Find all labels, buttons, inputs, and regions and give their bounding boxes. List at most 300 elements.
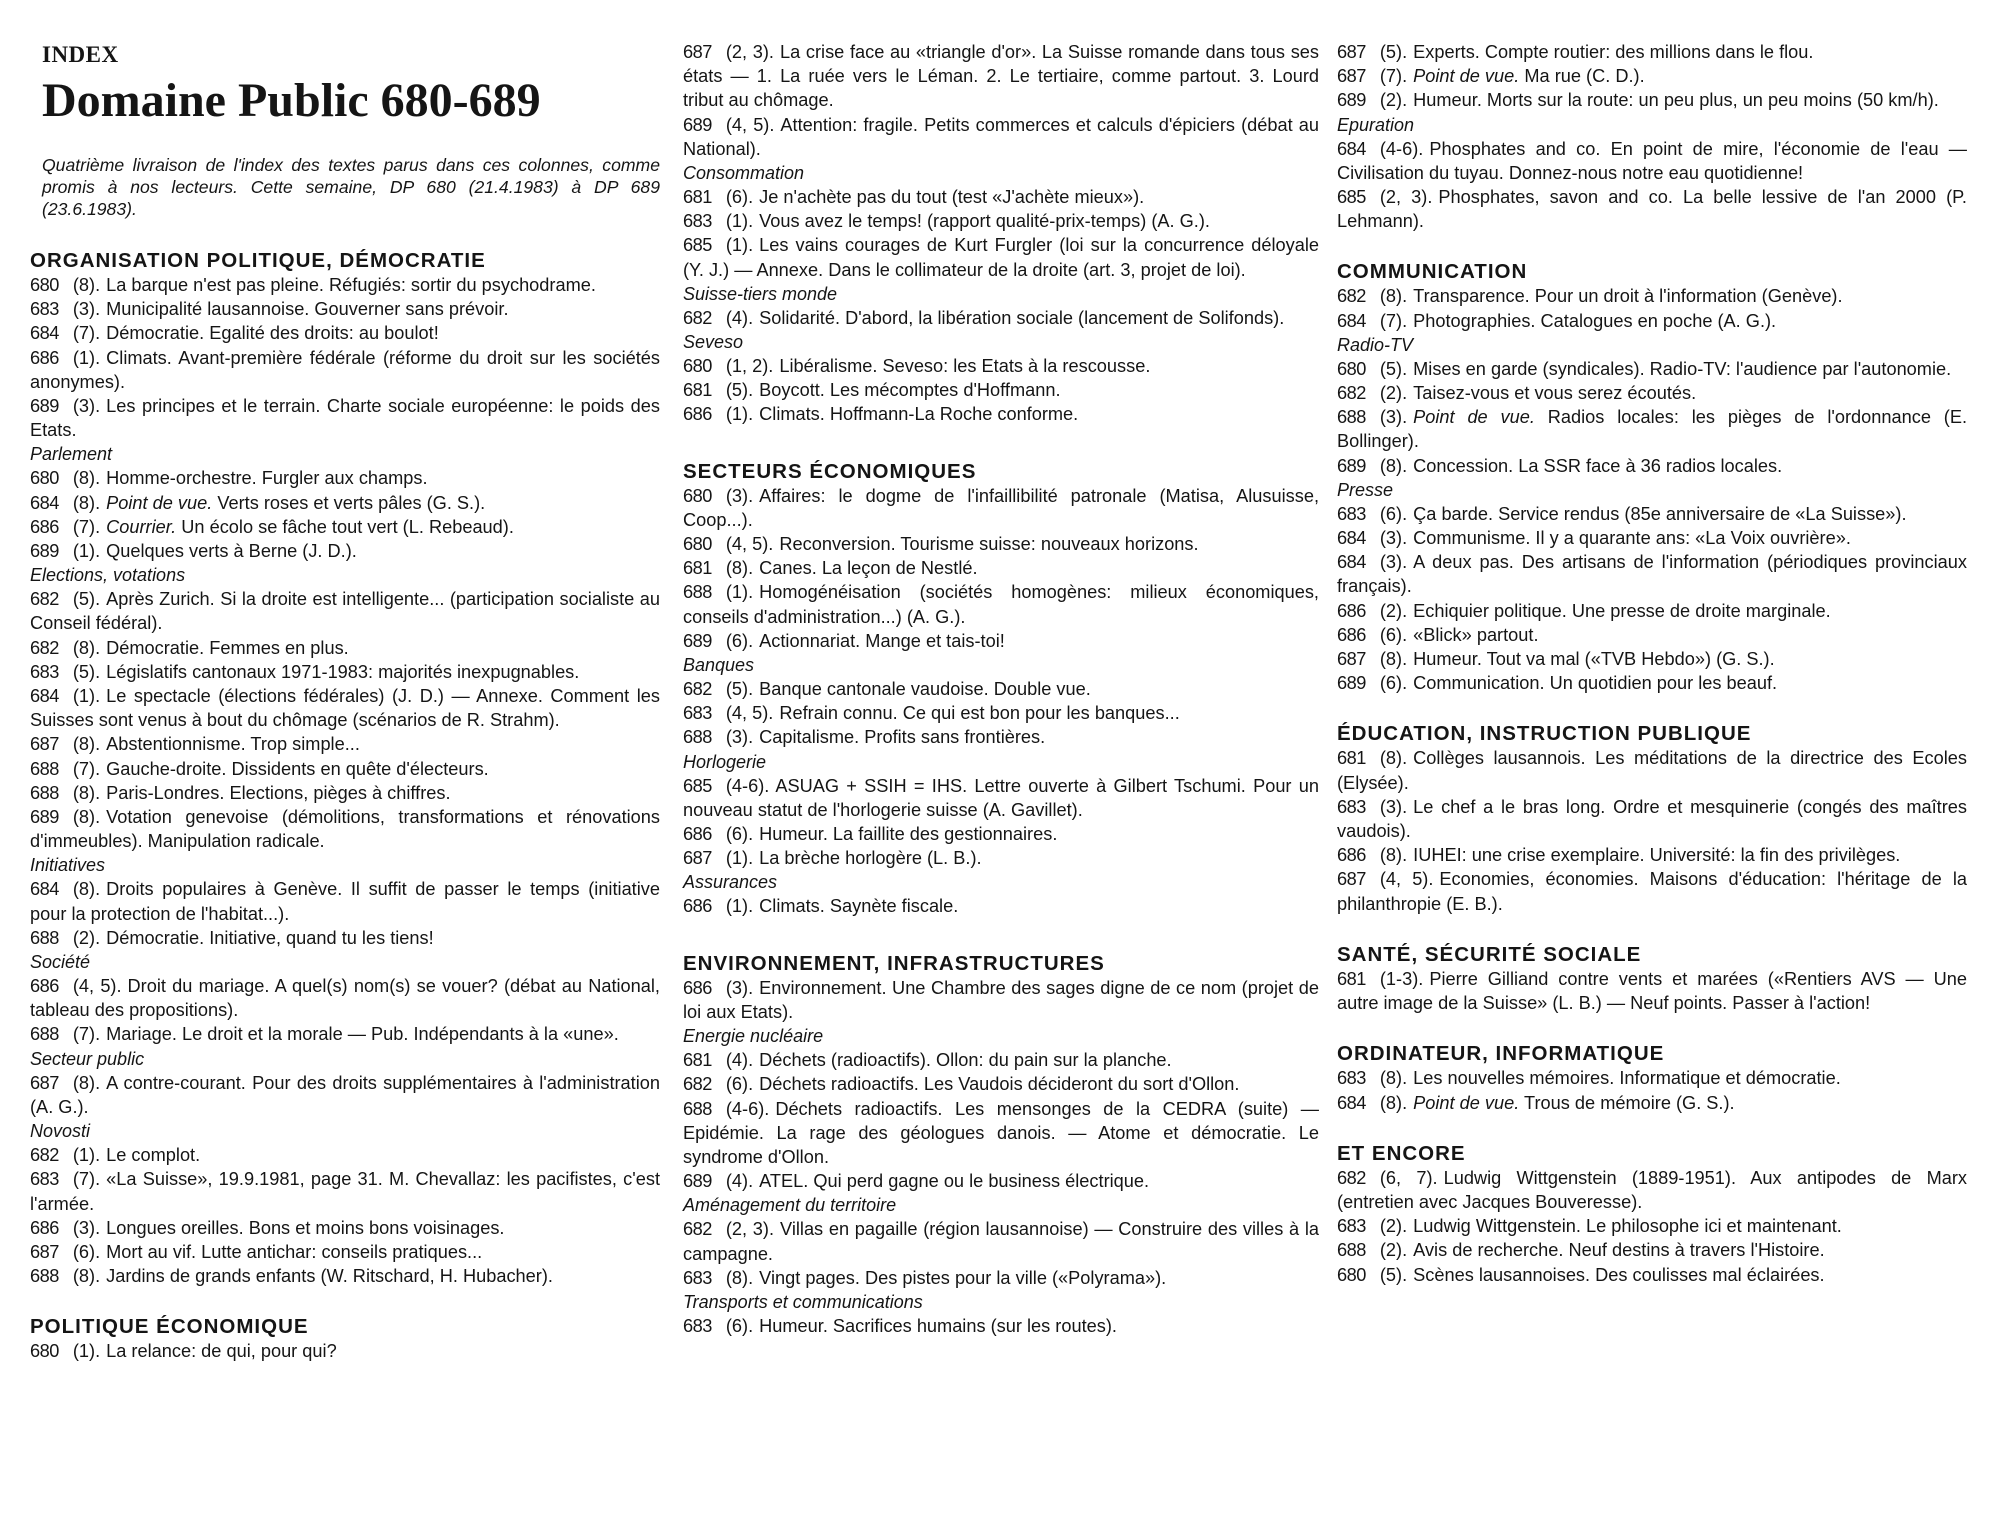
section-et-encore (1337, 1141, 1967, 1287)
issue-number: 686 (30, 1217, 59, 1238)
page-reference: (3). (1379, 528, 1408, 549)
entry-text: Droits populaires à Genève. Il suffit de passer le temps (initiative pour la protection de l'habitat...). (30, 879, 660, 924)
issue-number: 684 (30, 686, 59, 707)
page-reference: (3). (1379, 407, 1408, 428)
page-reference: (1). (72, 1341, 101, 1362)
index-entry (30, 321, 660, 345)
issue-number: 680 (1337, 1264, 1366, 1285)
issue-number: 689 (1337, 455, 1366, 476)
index-entry (683, 629, 1319, 653)
page-reference: (5). (725, 679, 754, 700)
index-entry (683, 378, 1319, 402)
index-entry (1337, 746, 1967, 794)
entry-text: Ça barde. Service rendus (85e anniversaire de «La Suisse»). (1413, 503, 1907, 524)
issue-number: 683 (683, 1315, 712, 1336)
entry-text: Homme-orchestre. Furgler aux champs. (106, 468, 428, 489)
page-reference: (2, 3). (725, 1219, 775, 1240)
index-entry (1337, 1066, 1967, 1090)
issue-number: 687 (1337, 869, 1366, 890)
entry-text: Législatifs cantonaux 1971-1983: majorités inexpugnables. (106, 661, 580, 682)
index-entry (683, 209, 1319, 233)
page-reference: (2). (1379, 1216, 1408, 1237)
issue-number: 680 (1337, 358, 1366, 379)
entry-text: Phosphates and co. En point de mire, l'économie de l'eau — Civilisation du tuyau. Donnez-nous notre eau quotidienne! (1337, 138, 1967, 183)
entry-text: Ludwig Wittgenstein (1889-1951). Aux antipodes de Marx (entretien avec Jacques Bouveresse). (1337, 1167, 1967, 1212)
entry-text: Photographies. Catalogues en poche (A. G.). (1413, 310, 1777, 331)
issue-number: 681 (683, 380, 712, 401)
entry-text: Boycott. Les mécomptes d'Hoffmann. (759, 380, 1061, 401)
entry-text: Humeur. La faillite des gestionnaires. (759, 824, 1058, 845)
index-entry (30, 539, 660, 563)
page-reference: (3). (1379, 552, 1408, 573)
entry-text: Experts. Compte routier: des millions dans le flou. (1413, 42, 1814, 62)
issue-number: 688 (30, 758, 59, 779)
subsection-label: Suisse-tiers monde (683, 283, 838, 304)
page-reference: (8). (1379, 1068, 1408, 1089)
issue-number: 681 (683, 187, 712, 208)
index-entry (1337, 550, 1967, 598)
page-reference: (3). (72, 299, 101, 320)
page-reference: (8). (1379, 455, 1408, 476)
page-reference: (3). (1379, 796, 1408, 817)
page-reference: (8). (72, 637, 101, 658)
entry-text: Démocratie. Egalité des droits: au boulot! (106, 323, 439, 344)
entry-text: Votation genevoise (démolitions, transformations et rénovations d'immeubles). Manipulation radicale. (30, 807, 660, 852)
issue-number: 683 (30, 661, 59, 682)
issue-number: 682 (30, 1145, 59, 1166)
index-entry (1337, 599, 1967, 623)
page-reference: (1). (72, 347, 101, 368)
index-entry (30, 974, 660, 1022)
issue-number: 686 (683, 977, 712, 998)
page-reference: (2, 3). (725, 42, 774, 62)
index-entry (1337, 671, 1967, 695)
entry-text: Mises en garde (syndicales). Radio-TV: l'audience par l'autonomie. (1413, 358, 1952, 379)
entry-text: Canes. La leçon de Nestlé. (759, 558, 978, 579)
issue-number: 680 (683, 485, 712, 506)
issue-number: 683 (1337, 503, 1366, 524)
entry-text: Humeur. Sacrifices humains (sur les routes). (759, 1315, 1117, 1336)
issue-number: 680 (683, 534, 712, 555)
issue-number: 689 (683, 114, 712, 135)
index-entry (30, 491, 660, 515)
entry-text: Reconversion. Tourisme suisse: nouveaux horizons. (779, 534, 1199, 555)
entry-text: Les principes et le terrain. Charte sociale européenne: le poids des Etats. (30, 396, 660, 441)
issue-number: 682 (30, 637, 59, 658)
page-reference: (5). (72, 661, 101, 682)
page-reference: (4-6). (725, 775, 770, 796)
page-reference: (8). (1379, 649, 1408, 670)
entry-text: Je n'achète pas du tout (test «J'achète mieux»). (759, 187, 1145, 208)
index-entry (683, 774, 1319, 822)
subsection-label: Aménagement du territoire (683, 1195, 897, 1216)
index-entry (1337, 64, 1967, 88)
page-reference: (4). (725, 1050, 754, 1071)
section-title: SANTÉ, SÉCURITÉ SOCIALE (1337, 942, 1642, 966)
page-reference: (7). (72, 1169, 101, 1190)
entry-text: Municipalité lausannoise. Gouverner sans prévoir. (106, 299, 509, 320)
issue-number: 689 (30, 807, 59, 828)
page-reference: (6). (72, 1241, 101, 1262)
page-reference: (4-6). (725, 1098, 770, 1119)
issue-number: 686 (683, 896, 712, 917)
entry-text: Climats. Saynète fiscale. (759, 896, 959, 917)
index-entry (30, 1264, 660, 1288)
issue-number: 682 (683, 1074, 712, 1095)
page-reference: (1). (72, 686, 101, 707)
entry-text: Paris-Londres. Elections, pièges à chiffres. (106, 782, 451, 803)
entry-text: Vingt pages. Des pistes pour la ville («Polyrama»). (759, 1267, 1167, 1288)
issue-number: 684 (30, 879, 59, 900)
index-entry (1337, 1091, 1967, 1115)
index-entry (30, 1240, 660, 1264)
entry-text: La crise face au «triangle d'or». La Suisse romande dans tous ses états — 1. La ruée vers le Léman. 2. Le tertiaire, comme partout. 3. Lourd tribut au chômage. (683, 42, 1319, 111)
page-reference: (6). (725, 1074, 754, 1095)
entry-text: Vous avez le temps! (rapport qualité-prix-temps) (A. G.). (759, 211, 1210, 232)
subsection-label: Energie nucléaire (683, 1026, 824, 1047)
issue-number: 683 (30, 1169, 59, 1190)
entry-text: Pierre Gilliand contre vents et marées («Rentiers AVS — Une autre image de la Suisse» (L. B.) — Neuf points. Passer à l'action! (1337, 968, 1967, 1014)
index-entry (30, 394, 660, 442)
section-title: ÉDUCATION, INSTRUCTION PUBLIQUE (1337, 722, 1752, 746)
index-entry (683, 1048, 1319, 1072)
page-reference: (8). (72, 807, 101, 828)
entry-text: La barque n'est pas pleine. Réfugiés: sortir du psychodrame. (106, 275, 596, 295)
subsection-label: Seveso (683, 332, 744, 353)
issue-number: 684 (1337, 552, 1366, 573)
entry-text: Mariage. Le droit et la morale — Pub. Indépendants à la «une». (106, 1024, 619, 1045)
index-entry (1337, 454, 1967, 478)
rubric-label: Point de vue. (1413, 66, 1520, 87)
index-entry (683, 976, 1319, 1024)
subsection-label: Société (30, 952, 91, 973)
page-reference: (2, 3). (1379, 187, 1433, 208)
issue-number: 681 (683, 558, 712, 579)
entry-text: Taisez-vous et vous serez écoutés. (1413, 383, 1697, 404)
entry-text: Transparence. Pour un droit à l'information (Genève). (1413, 286, 1843, 307)
entry-text: Verts roses et verts pâles (G. S.). (217, 492, 486, 513)
issue-number: 686 (1337, 624, 1366, 645)
subsection-label: Initiatives (30, 855, 106, 876)
issue-number: 687 (30, 1072, 59, 1093)
issue-number: 687 (683, 42, 712, 62)
page-reference: (7). (72, 1024, 101, 1045)
entry-text: Déchets (radioactifs). Ollon: du pain sur la planche. (759, 1050, 1172, 1071)
issue-number: 689 (30, 396, 59, 417)
page-reference: (8). (1379, 845, 1408, 866)
entry-text: Phosphates, savon and co. La belle lessive de l'an 2000 (P. Lehmann). (1337, 187, 1967, 232)
issue-number: 684 (1337, 138, 1366, 159)
entry-text: Radios locales: les pièges de l'ordonnance (E. Bollinger). (1337, 407, 1968, 452)
index-entry (1337, 381, 1967, 405)
issue-number: 685 (683, 235, 712, 256)
page-reference: (1). (725, 896, 754, 917)
issue-number: 688 (30, 1266, 59, 1287)
index-entry (683, 846, 1319, 870)
issue-number: 687 (1337, 42, 1366, 62)
subsection-label: Horlogerie (683, 751, 767, 772)
entry-text: Attention: fragile. Petits commerces et calculs d'épiciers (débat au National). (683, 114, 1319, 159)
entry-text: Scènes lausannoises. Des coulisses mal éclairées. (1413, 1264, 1825, 1285)
index-entry (683, 532, 1319, 556)
section-title: COMMUNICATION (1337, 260, 1528, 284)
issue-number: 689 (30, 541, 59, 562)
index-entry (683, 1097, 1319, 1170)
issue-number: 687 (30, 1241, 59, 1262)
entry-text: A deux pas. Des artisans de l'information (périodiques provinciaux français). (1337, 552, 1967, 597)
issue-number: 685 (1337, 187, 1366, 208)
index-entry (683, 822, 1319, 846)
issue-number: 680 (30, 468, 59, 489)
entry-text: Actionnariat. Mange et tais-toi! (759, 630, 1005, 651)
page-reference: (4, 5). (72, 976, 122, 997)
entry-text: Abstentionnisme. Trop simple... (106, 734, 360, 755)
column-1 (30, 40, 660, 1390)
entry-text: Economies, économies. Maisons d'éducation: l'héritage de la philanthropie (E. B.). (1337, 869, 1967, 914)
entry-text: Homogénéisation (sociétés homogènes: milieux économiques, conseils d'administration...) (A. G.). (683, 582, 1319, 627)
index-entry (683, 580, 1319, 628)
entry-text: Mort au vif. Lutte antichar: conseils pratiques... (106, 1241, 483, 1262)
section-ordinateur-informatique (1337, 1041, 1967, 1114)
issue-number: 687 (683, 848, 712, 869)
issue-number: 684 (1337, 310, 1366, 331)
kicker-label: INDEX (42, 42, 119, 67)
page-reference: (1, 2). (725, 356, 774, 377)
issue-number: 686 (30, 516, 59, 537)
entry-text: Déchets radioactifs. Les mensonges de la CEDRA (suite) — Epidémie. La rage des géologues danois. — Atome et démocratie. Le syndrome d'Ollon. (683, 1098, 1319, 1167)
issue-number: 689 (683, 630, 712, 651)
subsection-label: Presse (1337, 479, 1394, 500)
page-reference: (8). (72, 734, 101, 755)
section-education-instruction-publique (1337, 721, 1967, 915)
index-entry (30, 805, 660, 853)
index-entry (1337, 1166, 1967, 1214)
entry-text: La brèche horlogère (L. B.). (759, 848, 982, 869)
index-entry (30, 732, 660, 756)
page-title: Domaine Public 680-689 (42, 74, 541, 127)
issue-number: 689 (683, 1171, 712, 1192)
entry-text: Un écolo se fâche tout vert (L. Rebeaud). (181, 516, 514, 537)
column-3 (1337, 40, 1967, 1313)
issue-number: 686 (1337, 600, 1366, 621)
entry-text: Gauche-droite. Dissidents en quête d'électeurs. (106, 758, 489, 779)
section-politique-economique (683, 40, 1319, 427)
page-reference: (6). (1379, 673, 1408, 694)
index-entry (1337, 40, 1967, 64)
entry-text: Collèges lausannois. Les méditations de la directrice des Ecoles (Elysée). (1337, 748, 1967, 793)
entry-text: Le spectacle (élections fédérales) (J. D.) — Annexe. Comment les Suisses sont venus à bout du chômage (scénarios de R. Strahm). (30, 686, 660, 731)
index-entry (30, 346, 660, 394)
subsection-label: Parlement (30, 444, 113, 465)
index-entry (1337, 185, 1967, 233)
entry-text: Communisme. Il y a quarante ans: «La Voix ouvrière». (1413, 528, 1851, 549)
subsection-label: Transports et communications (683, 1291, 923, 1312)
page-reference: (4). (725, 307, 754, 328)
subsection-label: Novosti (30, 1121, 91, 1142)
page-reference: (8). (1379, 1092, 1408, 1113)
index-entry (683, 1217, 1319, 1265)
section-continued (1337, 40, 1967, 233)
issue-number: 682 (683, 1219, 712, 1240)
index-entry (30, 1143, 660, 1167)
index-entry (30, 1216, 660, 1240)
subsection-label: Epuration (1337, 114, 1415, 135)
page-reference: (2). (1379, 383, 1408, 404)
entry-text: Démocratie. Initiative, quand tu les tiens! (106, 927, 434, 948)
issue-number: 681 (1337, 748, 1366, 769)
entry-text: Libéralisme. Seveso: les Etats à la rescousse. (779, 356, 1151, 377)
subsection-label: Secteur public (30, 1048, 145, 1069)
index-entry (30, 515, 660, 539)
page-reference: (2). (1379, 600, 1408, 621)
entry-text: Echiquier politique. Une presse de droite marginale. (1413, 600, 1831, 621)
issue-number: 681 (683, 1050, 712, 1071)
section-organisation-politique-democratie (30, 248, 660, 1288)
issue-number: 688 (1337, 1240, 1366, 1261)
index-entry (683, 185, 1319, 209)
entry-text: Ludwig Wittgenstein. Le philosophe ici et maintenant. (1413, 1216, 1842, 1237)
rubric-label: Point de vue. (106, 492, 213, 513)
issue-number: 687 (1337, 66, 1366, 87)
issue-number: 686 (30, 976, 59, 997)
issue-number: 686 (1337, 845, 1366, 866)
index-entry (683, 484, 1319, 532)
subsection-label: Assurances (683, 872, 778, 893)
page-reference: (8). (72, 275, 101, 295)
page-reference: (2). (1379, 90, 1408, 111)
entry-text: Climats. Avant-première fédérale (réforme du droit sur les sociétés anonymes). (30, 347, 660, 392)
section-title: POLITIQUE ÉCONOMIQUE (30, 1315, 309, 1339)
issue-number: 682 (683, 679, 712, 700)
page-reference: (7). (1379, 310, 1408, 331)
index-entry (1337, 867, 1967, 915)
entry-text: Banque cantonale vaudoise. Double vue. (759, 679, 1091, 700)
index-entry (30, 757, 660, 781)
entry-text: Avis de recherche. Neuf destins à travers l'Histoire. (1413, 1240, 1825, 1261)
page-reference: (5). (72, 589, 101, 610)
rubric-label: Courrier. (106, 516, 177, 537)
index-entry (30, 926, 660, 950)
page-reference: (3). (725, 485, 754, 506)
page-reference: (5). (1379, 42, 1408, 62)
page-reference: (7). (72, 758, 101, 779)
entry-text: Affaires: le dogme de l'infaillibilité patronale (Matisa, Alusuisse, Coop...). (683, 485, 1319, 530)
index-entry (1337, 526, 1967, 550)
page-reference: (2). (72, 927, 101, 948)
issue-number: 687 (1337, 649, 1366, 670)
rubric-label: Point de vue. (1413, 1092, 1520, 1113)
page-reference: (7). (72, 323, 101, 344)
index-entry (30, 297, 660, 321)
page-reference: (3). (725, 727, 754, 748)
issue-number: 680 (683, 356, 712, 377)
page-reference: (6, 7). (1379, 1167, 1438, 1188)
subsection-label: Consommation (683, 163, 805, 184)
issue-number: 684 (30, 323, 59, 344)
index-entry (683, 1072, 1319, 1096)
index-entry (30, 587, 660, 635)
entry-text: Humeur. Tout va mal («TVB Hebdo») (G. S.). (1413, 649, 1775, 670)
index-entry (1337, 647, 1967, 671)
index-entry (683, 556, 1319, 580)
section-title: ORDINATEUR, INFORMATIQUE (1337, 1042, 1665, 1066)
issue-number: 684 (1337, 528, 1366, 549)
page-reference: (3). (72, 396, 101, 417)
index-entry (1337, 502, 1967, 526)
page-reference: (5). (1379, 358, 1408, 379)
section-title: ET ENCORE (1337, 1141, 1466, 1165)
page-reference: (1). (725, 848, 754, 869)
index-entry (683, 233, 1319, 281)
page-reference: (8). (72, 468, 101, 489)
page-reference: (6). (1379, 624, 1408, 645)
page-reference: (5). (725, 380, 754, 401)
page-reference: (8). (72, 1266, 101, 1287)
index-entry (1337, 88, 1967, 112)
index-entry (30, 781, 660, 805)
entry-text: Concession. La SSR face à 36 radios locales. (1413, 455, 1783, 476)
index-entry (30, 684, 660, 732)
page-reference: (1). (72, 1145, 101, 1166)
page-reference: (6). (725, 187, 754, 208)
index-entry (683, 354, 1319, 378)
issue-number: 688 (683, 727, 712, 748)
index-entry (683, 725, 1319, 749)
issue-number: 689 (1337, 90, 1366, 111)
issue-number: 688 (30, 1024, 59, 1045)
section-communication (1337, 259, 1967, 695)
page-reference: (8). (72, 879, 101, 900)
entry-text: Capitalisme. Profits sans frontières. (759, 727, 1046, 748)
index-entry (1337, 357, 1967, 381)
entry-text: Les vains courages de Kurt Furgler (loi sur la concurrence déloyale (Y. J.) — Annexe. Dans le collimateur de la droite (art. 3, projet de loi). (683, 235, 1319, 280)
page-reference: (8). (72, 1072, 101, 1093)
entry-text: Humeur. Morts sur la route: un peu plus, un peu moins (50 km/h). (1413, 90, 1939, 111)
index-entry (30, 877, 660, 925)
issue-number: 683 (683, 703, 712, 724)
index-entry (1337, 284, 1967, 308)
index-entry (1337, 309, 1967, 333)
issue-number: 682 (30, 589, 59, 610)
entry-text: Démocratie. Femmes en plus. (106, 637, 349, 658)
page-reference: (4, 5). (725, 703, 774, 724)
issue-number: 688 (1337, 407, 1366, 428)
entry-text: Longues oreilles. Bons et moins bons voisinages. (106, 1217, 505, 1238)
subsection-label: Radio-TV (1337, 334, 1414, 355)
index-entry (683, 40, 1319, 113)
page-reference: (1). (72, 541, 101, 562)
page-reference: (1). (725, 211, 754, 232)
entry-text: Communication. Un quotidien pour les beauf. (1413, 673, 1778, 694)
index-entry (30, 1339, 660, 1363)
page-reference: (4, 5). (725, 534, 774, 555)
issue-number: 687 (30, 734, 59, 755)
index-entry (683, 701, 1319, 725)
issue-number: 683 (1337, 1216, 1366, 1237)
issue-number: 688 (30, 927, 59, 948)
entry-text: Environnement. Une Chambre des sages digne de ce nom (projet de loi aux Etats). (683, 977, 1319, 1022)
index-entry (683, 1266, 1319, 1290)
subsection-label: Elections, votations (30, 565, 186, 586)
index-entry (1337, 405, 1967, 453)
page-reference: (1). (725, 404, 754, 425)
entry-text: Jardins de grands enfants (W. Ritschard, H. Hubacher). (106, 1266, 553, 1287)
entry-text: IUHEI: une crise exemplaire. Université: la fin des privilèges. (1413, 845, 1901, 866)
page-reference: (7). (72, 516, 101, 537)
index-entry (1337, 623, 1967, 647)
section-environnement-infrastructures (683, 951, 1319, 1338)
page-reference: (3). (72, 1217, 101, 1238)
